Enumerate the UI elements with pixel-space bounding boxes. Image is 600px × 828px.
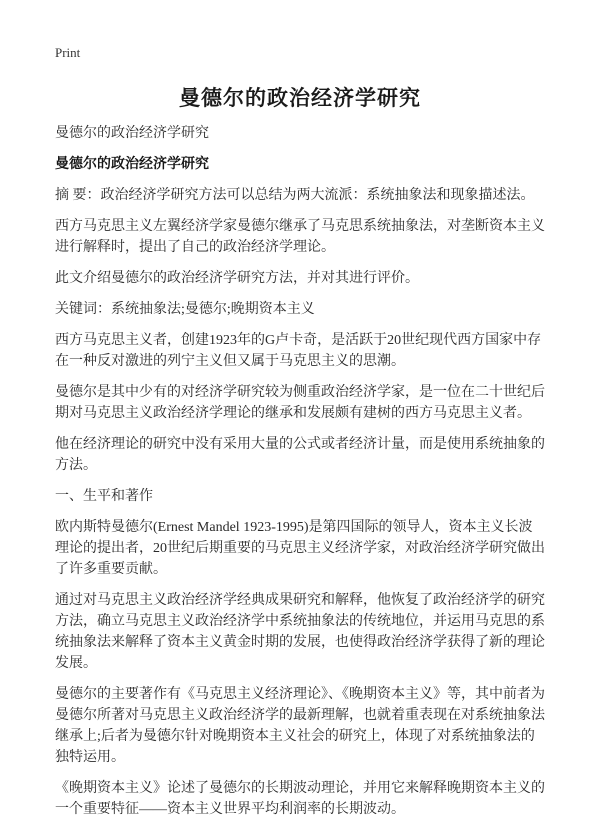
abstract-paragraph: 摘 要：政治经济学研究方法可以总结为两大流派：系统抽象法和现象描述法。 [55, 188, 535, 203]
paragraph: 他在经济理论的研究中没有采用大量的公式或者经济计量，而是使用系统抽象的方法。 [55, 437, 545, 473]
document-subtitle: 曼德尔的政治经济学研究 [55, 126, 209, 141]
paragraph: 西方马克思主义左翼经济学家曼德尔继承了马克思系统抽象法，对垄断资本主义进行解释时，提出了自己的政治经济学理论。 [55, 219, 545, 255]
paragraph: 西方马克思主义者，创建1923年的G卢卡奇，是活跃于20世纪现代西方国家中存在一种反对激进的列宁主义但又属于马克思主义的思潮。 [55, 333, 542, 369]
paragraph: 《晚期资本主义》论述了曼德尔的长期波动理论，并用它来解释晚期资本主义的一个重要特征——资本主义世界平均利润率的长期波动。 [55, 781, 545, 817]
paragraph: 曼德尔的主要著作有《马克思主义经济理论》、《晚期资本主义》等，其中前者为曼德尔所著对马克思主义政治经济学的最新理解，也就着重表现在对系统抽象法继承上;后者为曼德尔针对晚期资本主义社会的研究上，体现了对系统抽象法的独特运用。 [55, 687, 545, 765]
keywords-line: 关键词：系统抽象法;曼德尔;晚期资本主义 [55, 302, 315, 317]
document-heading-bold: 曼德尔的政治经济学研究 [55, 157, 209, 172]
paragraph: 通过对马克思主义政治经济学经典成果研究和解释，他恢复了政治经济学的研究方法，确立马克思主义政治经济学中系统抽象法的传统地位，并运用马克思的系统抽象法来解释了资本主义黄金时期的发展，也使得政治经济学获得了新的理论发展。 [55, 593, 545, 671]
page-title: 曼德尔的政治经济学研究 [179, 86, 421, 110]
print-button[interactable]: Print [55, 45, 81, 60]
paragraph: 此文介绍曼德尔的政治经济学研究方法，并对其进行评价。 [55, 271, 419, 286]
section-heading: 一、生平和著作 [55, 489, 153, 504]
paragraph: 欧内斯特曼德尔(Ernest Mandel 1923-1995)是第四国际的领导人，资本主义长波理论的提出者，20世纪后期重要的马克思主义经济学家，对政治经济学研究做出了许多重要贡献。 [55, 520, 545, 577]
paragraph: 曼德尔是其中少有的对经济学研究较为侧重政治经济学家，是一位在二十世纪后期对马克思主义政治经济学理论的继承和发展颇有建树的西方马克思主义者。 [55, 385, 545, 421]
